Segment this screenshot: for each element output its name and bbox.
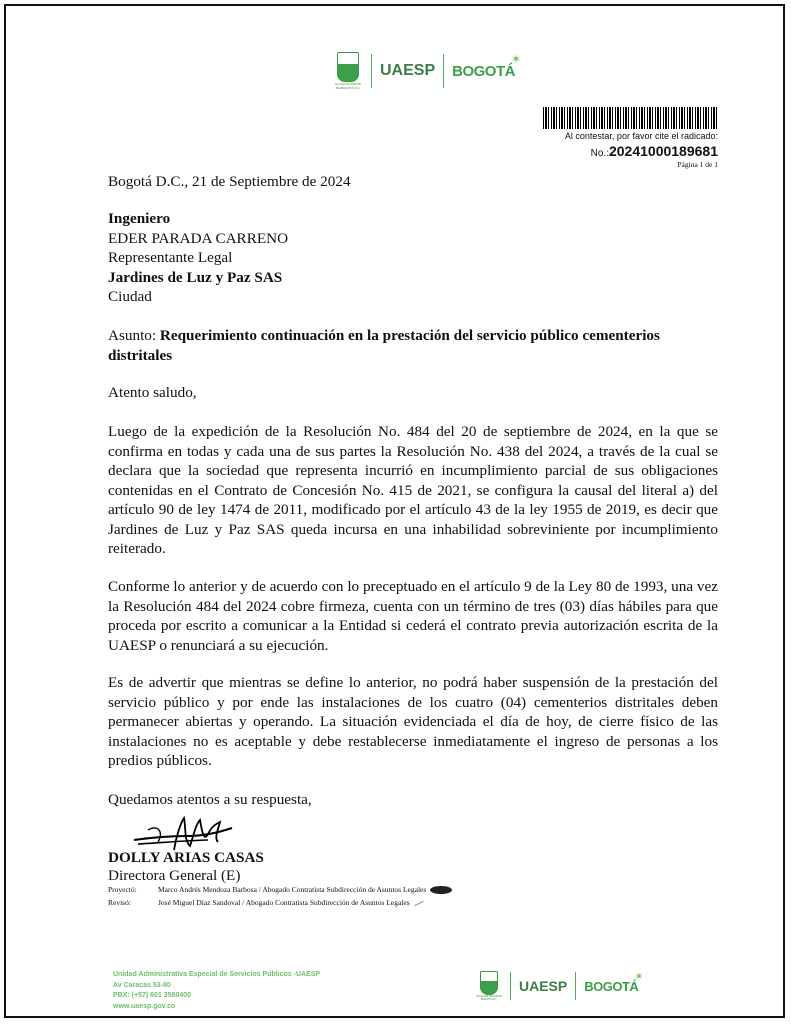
subject-line: [108, 326, 718, 365]
greeting: Atento saludo,: [108, 384, 197, 401]
logo-divider: [575, 972, 576, 1000]
footer-logo: [476, 970, 648, 1002]
header-logo: [333, 51, 525, 91]
logo-divider: [443, 54, 444, 88]
reviewed-line: [108, 898, 424, 907]
recipient-name: EDER PARADA CARRENO: [108, 229, 289, 247]
paragraph-2: Conforme lo anterior y de acuerdo con lo preceptuado en el artículo 9 de la Ley 80 de 1993, una vez la Resolución 484 del 2024 cobre firmeza, cuenta con un término de tres (03) días hábiles para que proceda por escrito a comunicar a la Entidad si cederá el contrato previa autorización escrita de la UAESP o renunciará a su ejecución.: [108, 578, 718, 654]
recipient-company: Jardines de Luz y Paz SAS: [108, 268, 283, 286]
star-icon: ✶: [510, 52, 522, 66]
seal-text: ALCALDÍA MAYOR DE BOGOTÁ D.C.: [335, 82, 361, 90]
footer-org: Unidad Administrativa Especial de Servicios Públicos -UAESP: [113, 971, 321, 978]
reviewed-by: José Miguel Díaz Sandoval / Abogado Contratista Subdirección de Asuntos Legales: [158, 898, 410, 907]
footer-address: Av Caracas 53-80: [113, 981, 171, 989]
closing: Quedamos atentos a su respuesta,: [108, 791, 312, 808]
barcode: [543, 107, 718, 129]
logo-divider: [371, 54, 372, 88]
radicado-number: 20241000189681: [608, 143, 718, 159]
subject-label: Asunto:: [108, 327, 160, 344]
bogota-seal-icon: [337, 52, 359, 82]
projected-line: [108, 885, 452, 894]
recipient-title: Ingeniero: [108, 210, 171, 227]
footer-contact: [113, 970, 320, 1012]
seal-text: ALCALDÍA MAYOR DE BOGOTÁ D.C.: [476, 995, 502, 1001]
paragraph-3: Es de advertir que mientras se define lo anterior, no podrá haber suspensión de la prestación del servicio público y por ende las instalaciones de los cuatro (04) cementerios distritales deben permanecer abiertas y operando. La situación evidenciada el día de hoy, de cierre físico de las instalaciones no es aceptable y debe restablecerse inmediatamente el ingreso de personas a los predios públicos.: [108, 674, 718, 769]
city-name: BOGOTÁ: [584, 978, 639, 994]
subject-text: Requerimiento continuación en la prestación del servicio público cementerios distritales: [108, 327, 660, 364]
radicado: [591, 143, 718, 159]
initials-icon: [430, 886, 452, 894]
footer-website: www.uaesp.gov.co: [113, 1002, 176, 1010]
reviewed-label: Revisó:: [108, 898, 131, 907]
signer-name: DOLLY ARIAS CASAS: [108, 849, 264, 866]
paragraph-1: Luego de la expedición de la Resolución No. 484 del 20 de septiembre de 2024, en la que se confirma en todas y cada una de sus partes la Resolución No. 438 del 2024, a través de la cual se declara que la sociedad que representa incurrió en incumplimiento parcial de sus obligaciones contenidas en el Contrato de Concesión No. 415 de 2021, se configura la causal del literal a) del artículo 90 de ley 1474 de 2011, modificado por el artículo 43 de la ley 1955 de 2019, es decir que Jardines de Luz y Paz SAS queda incursa en una inhabilidad sobreviniente por incumplimiento reiterado.: [108, 423, 718, 557]
projected-by: Marco Andrés Mendoza Barbosa / Abogado Contratista Subdirección de Asuntos Legales: [158, 885, 427, 894]
initials-icon: [414, 901, 423, 906]
recipient-block: [108, 209, 718, 307]
recipient-city: Ciudad: [108, 288, 152, 305]
logo-divider: [510, 972, 511, 1000]
bogota-seal-icon: [480, 971, 498, 995]
footer-phone: PBX: (+57) 601 3580400: [113, 992, 192, 999]
radicado-label: No.:: [590, 148, 609, 159]
star-icon: ✶: [634, 969, 644, 983]
letter-date: Bogotá D.C., 21 de Septiembre de 2024: [108, 173, 351, 190]
recipient-role: Representante Legal: [108, 249, 233, 266]
city-name: BOGOTÁ: [452, 62, 515, 80]
projected-label: Proyectó:: [108, 885, 137, 894]
org-name: UAESP: [380, 62, 436, 79]
org-name: UAESP: [519, 978, 568, 994]
signer-role: Directora General (E): [108, 867, 241, 884]
radicado-prompt: Al contestar, por favor cite el radicado:: [564, 131, 718, 141]
page-number: Página 1 de 1: [677, 160, 718, 169]
